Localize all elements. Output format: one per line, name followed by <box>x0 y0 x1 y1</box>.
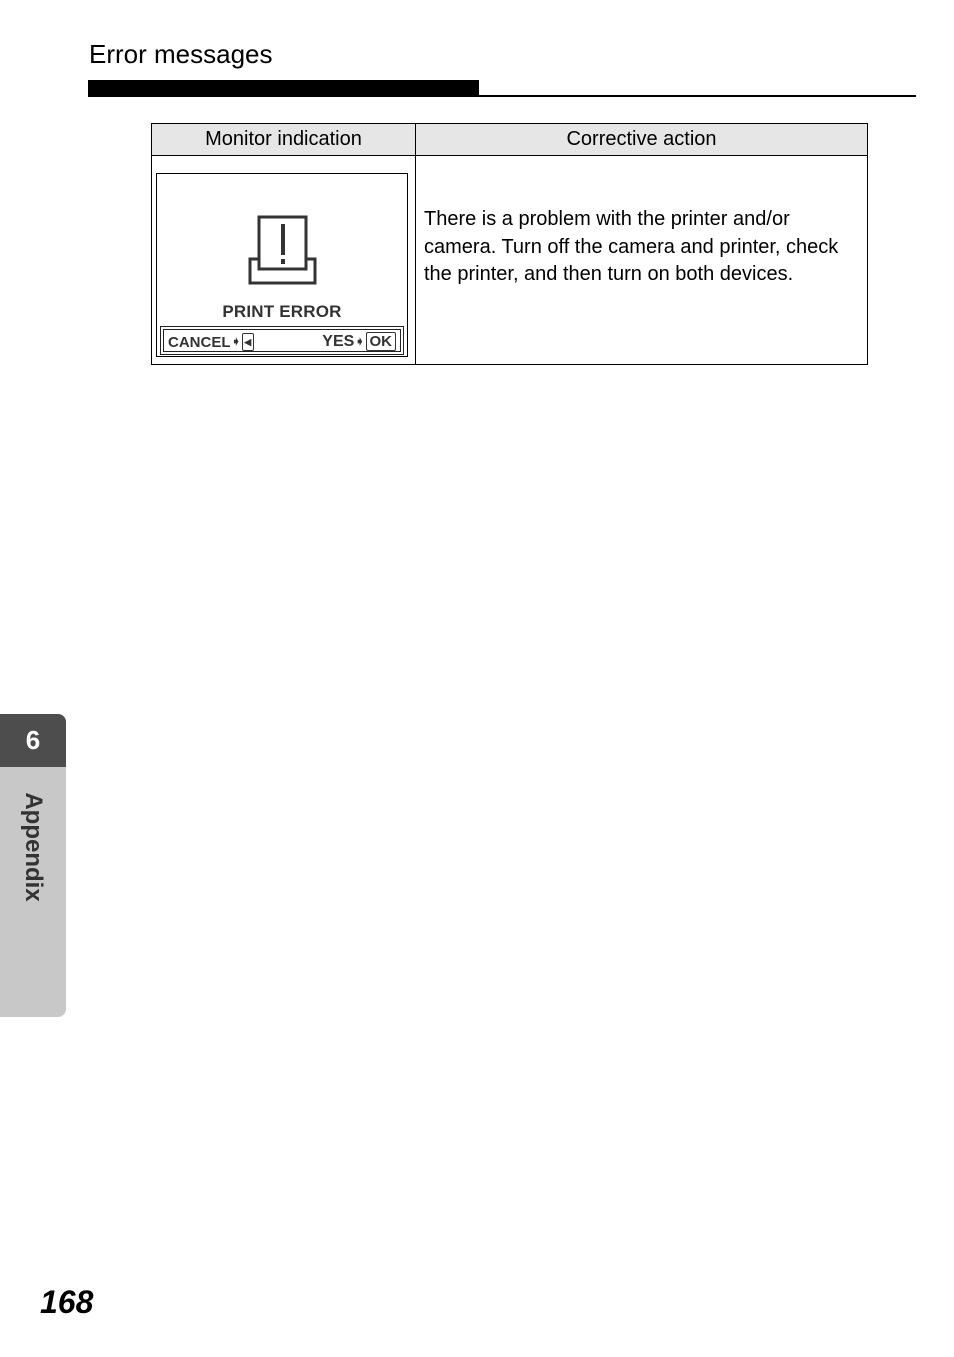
title-underline-thin <box>479 95 916 97</box>
yes-hint <box>322 332 396 351</box>
column-header-monitor: Monitor indication <box>152 124 416 156</box>
table-row <box>152 156 868 365</box>
chapter-label: Appendix <box>20 792 47 902</box>
error-messages-table <box>151 123 868 365</box>
corrective-action-text: There is a problem with the printer and/or camera. Turn off the camera and printer, check the printer, and then turn on both devices. <box>424 208 839 285</box>
arrow-right-icon: ➧ <box>355 335 365 348</box>
ok-button-icon: OK <box>366 332 397 351</box>
cancel-label: CANCEL <box>168 333 231 351</box>
lcd-message: PRINT ERROR <box>222 302 342 321</box>
arrow-right-icon: ➧ <box>231 335 241 348</box>
chapter-tab <box>0 714 66 1017</box>
lcd-button-bar <box>160 326 404 355</box>
title-underline-thick <box>88 80 479 97</box>
monitor-indication-cell <box>152 156 416 365</box>
column-header-action: Corrective action <box>416 124 868 156</box>
corrective-action-cell <box>416 156 868 365</box>
printer-warning-icon <box>248 215 318 287</box>
page-number: 168 <box>40 1284 94 1320</box>
lcd-screen <box>156 173 408 357</box>
section-title: Error messages <box>89 39 273 69</box>
yes-label: YES <box>322 332 355 350</box>
chapter-number: 6 <box>0 714 66 767</box>
table-header-row <box>152 124 868 156</box>
cancel-hint <box>168 333 254 351</box>
left-button-icon: ◀ <box>242 333 254 351</box>
